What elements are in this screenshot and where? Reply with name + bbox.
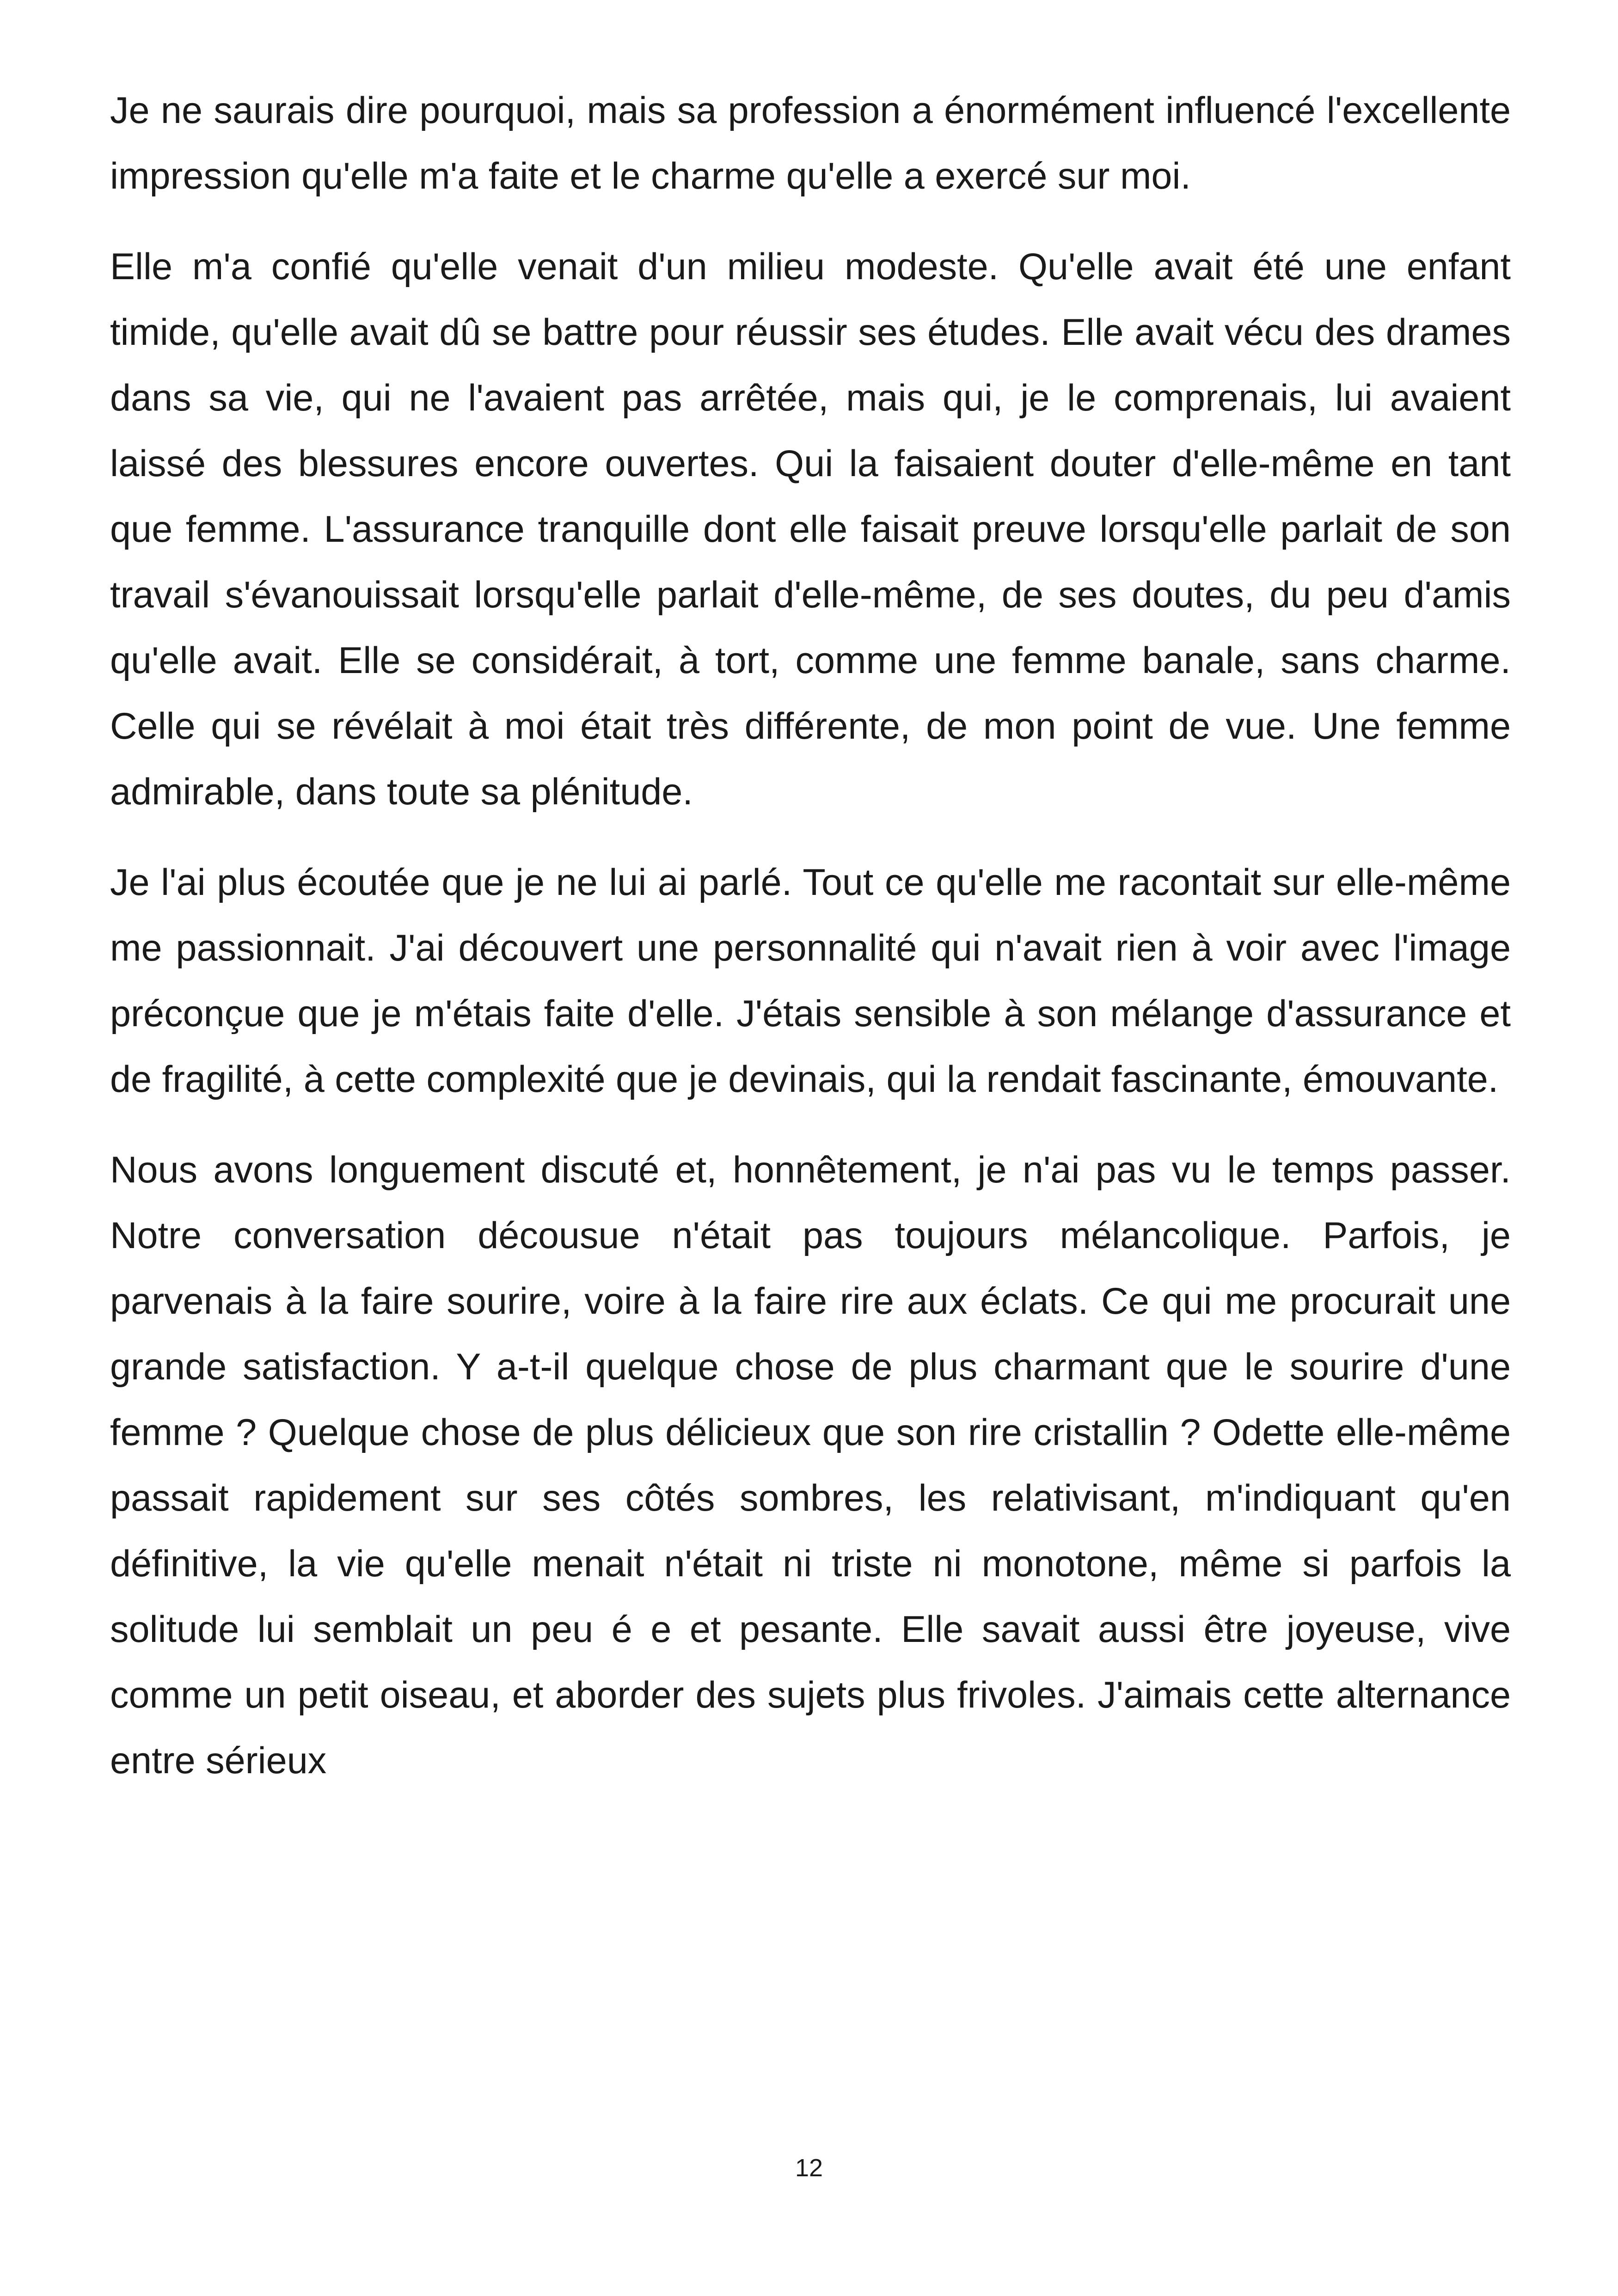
body-text xyxy=(110,78,1511,1818)
page-number: 12 xyxy=(795,2154,823,2182)
paragraph-3: Je l'ai plus écoutée que je ne lui ai parlé. Tout ce qu'elle me racontait sur elle-même me passionnait. J'ai découvert une personnalité qui n'avait rien à voir avec l'image préconçue que je m'étais faite d'elle. J'étais sensible à son mélange d'assurance et de fragilité, à cette complexité que je devinais, qui la rendait fascinante, émouvante. xyxy=(110,862,1511,1100)
paragraph-4: Nous avons longuement discuté et, honnêtement, je n'ai pas vu le temps passer. Notre conversation décousue n'était pas toujours mélancolique. Parfois, je parvenais à la faire sourire, voire à la faire rire aux éclats. Ce qui me procurait une grande satisfaction. Y a-t-il quelque chose de plus charmant que le sourire d'une femme ? Quelque chose de plus délicieux que son rire cristallin ? Odette elle-même passait rapidement sur ses côtés sombres, les relativisant, m'indiquant qu'en définitive, la vie qu'elle menait n'était ni triste ni monotone, même si parfois la solitude lui semblait un peu é e et pesante. Elle savait aussi être joyeuse, vive comme un petit oiseau, et aborder des sujets plus frivoles. J'aimais cette alternance entre sérieux xyxy=(110,1149,1511,1782)
paragraph-2: Elle m'a confié qu'elle venait d'un milieu modeste. Qu'elle avait été une enfant timide, qu'elle avait dû se battre pour réussir ses études. Elle avait vécu des drames dans sa vie, qui ne l'avaient pas arrêtée, mais qui, je le comprenais, lui avaient laissé des blessures encore ouvertes. Qui la faisaient douter d'elle-même en tant que femme. L'assurance tranquille dont elle faisait preuve lorsqu'elle parlait de son travail s'évanouissait lorsqu'elle parlait d'elle-même, de ses doutes, du peu d'amis qu'elle avait. Elle se considérait, à tort, comme une femme banale, sans charme. Celle qui se révélait à moi était très différente, de mon point de vue. Une femme admirable, dans toute sa plénitude. xyxy=(110,246,1511,813)
paragraph-1: Je ne saurais dire pourquoi, mais sa profession a énormément influencé l'excellente impression qu'elle m'a faite et le charme qu'elle a exercé sur moi. xyxy=(110,90,1511,197)
